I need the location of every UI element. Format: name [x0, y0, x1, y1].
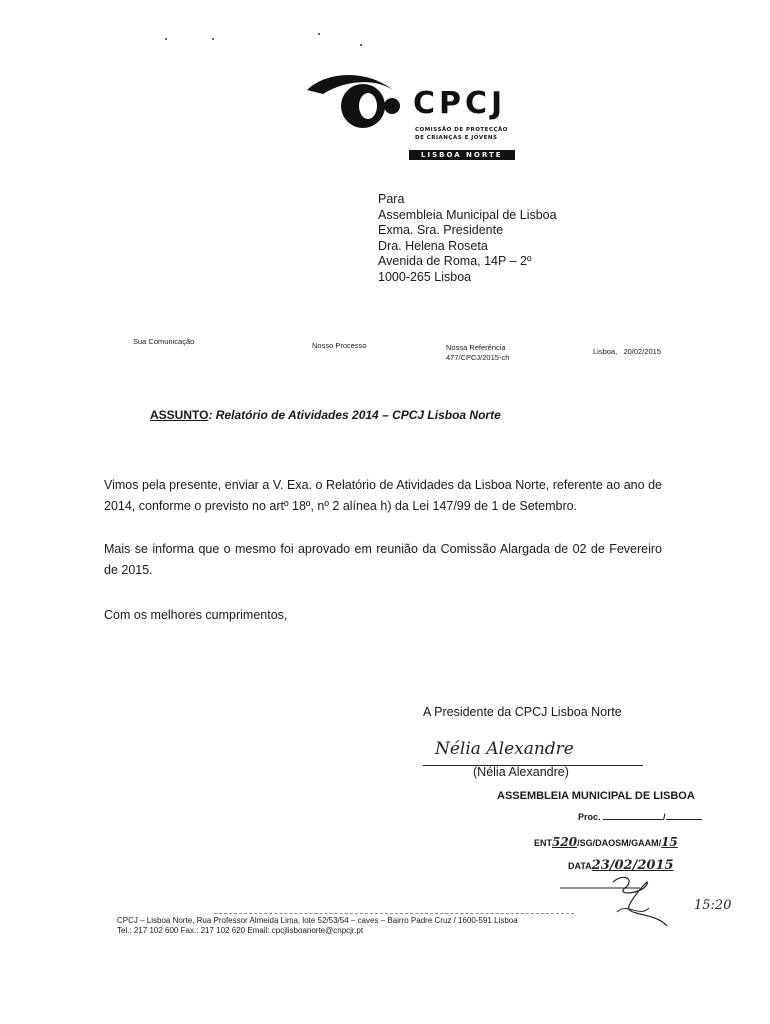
stamp-proc: [578, 812, 702, 822]
stamp-ent-number: 520: [552, 835, 578, 849]
recipient-line: Avenida de Roma, 14P – 2º: [378, 254, 532, 268]
footer-divider: [214, 913, 574, 914]
logo-line-1: COMISSÃO DE PROTECÇÃO: [415, 127, 508, 133]
logo-line-2: DE CRIANÇAS E JOVENS: [415, 135, 498, 141]
handwritten-signature: Nélia Alexandre: [435, 739, 574, 759]
ref-date: [593, 347, 661, 356]
stamp-data-value: 23/02/2015: [591, 858, 674, 873]
stamp-data: [568, 858, 674, 873]
subject-label: ASSUNTO: [150, 408, 209, 422]
stamp-time: 15:20: [694, 898, 732, 913]
signature-line: [423, 739, 643, 766]
stamp-title: ASSEMBLEIA MUNICIPAL DE LISBOA: [497, 790, 695, 802]
body-paragraph-2: Mais se informa que o mesmo foi aprovado em reunião da Comissão Alargada de 02 de Fevereiro de 2015.: [104, 542, 662, 577]
body-paragraph-1: Vimos pela presente, enviar a V. Exa. o Relatório de Atividades da Lisboa Norte, referente ao ano de 2014, conforme o previsto no artº 18º, nº 2 alínea h) da Lei 147/99 de 1 de Setembro.: [104, 478, 662, 513]
signature-title: A Presidente da CPCJ Lisboa Norte: [423, 705, 622, 719]
recipient-line: Para: [378, 192, 405, 206]
ref-place: Lisboa,: [593, 347, 618, 356]
ref-nosso-processo: Nosso Processo: [312, 341, 367, 350]
stamp-ent: [534, 835, 678, 849]
logo-swoosh-icon: [305, 68, 410, 138]
ref-date-value: 20/02/2015: [623, 347, 661, 356]
ref-nossa-referencia-value: 477/CPCJ/2015-ch: [446, 353, 510, 362]
scan-speck: [318, 33, 320, 35]
footer-contacts: Tel.: 217 102 600 Fax.: 217 102 620 Email: cpcjlisboanorte@cnpcjr.pt: [117, 926, 364, 935]
logo-bar: LISBOA NORTE: [409, 150, 515, 160]
subject-text: : Relatório de Atividades 2014 – CPCJ Lisboa Norte: [208, 408, 501, 422]
scan-speck: [360, 44, 362, 46]
stamp-proc-label: Proc.: [578, 812, 601, 822]
recipient-address: [378, 192, 557, 285]
logo-title: CPCJ: [413, 86, 507, 121]
scan-speck: [165, 38, 167, 40]
ref-nossa-referencia: [446, 343, 509, 363]
ref-sua-comunicacao: Sua Comunicação: [133, 337, 195, 346]
footer: [117, 916, 518, 936]
cpcj-logo: [305, 68, 520, 173]
stamp-data-label: DATA: [568, 861, 592, 871]
stamp-proc-sep: /: [663, 812, 666, 822]
stamp-ent-suffix: /SG/DAOSM/GAAM/: [577, 838, 662, 848]
recipient-line: Dra. Helena Roseta: [378, 238, 488, 253]
subject-line: [150, 408, 501, 422]
footer-address: CPCJ – Lisboa Norte, Rua Professor Almeida Lima, lote 52/53/54 – caves – Bairro Padre Cruz / 1600-591 Lisboa: [117, 916, 518, 925]
recipient-line: Exma. Sra. Presidente: [378, 223, 504, 237]
initials-scribble-icon: [555, 872, 685, 932]
stamp-ent-year: 15: [661, 835, 678, 849]
stamp-ent-label: ENT: [534, 838, 552, 848]
recipient-line: Assembleia Municipal de Lisboa: [378, 207, 557, 222]
signer-name: (Nélia Alexandre): [473, 765, 569, 779]
scan-speck: [212, 38, 214, 40]
ref-nossa-referencia-label: Nossa Referência: [446, 343, 506, 352]
closing-text: Com os melhores cumprimentos,: [104, 608, 288, 622]
recipient-line: 1000-265 Lisboa: [378, 269, 472, 284]
